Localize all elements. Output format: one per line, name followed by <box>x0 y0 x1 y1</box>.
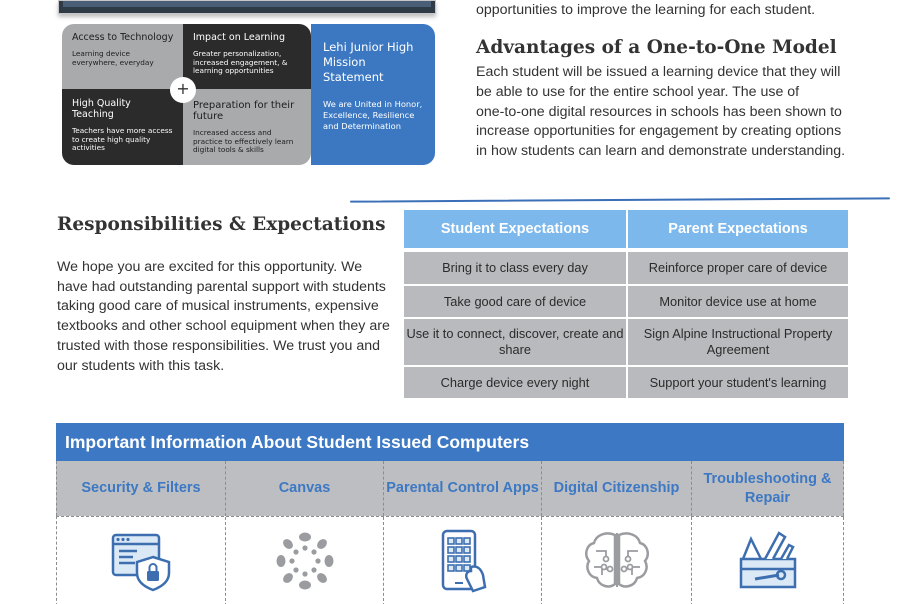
important-info-section <box>56 423 844 604</box>
topic-canvas[interactable]: Canvas <box>226 461 384 516</box>
icon-cell <box>226 517 384 604</box>
student-expectation-cell: Charge device every night <box>404 367 626 398</box>
tile-desc: Increased access and practice to effectively learn digital tools & skills <box>193 128 294 154</box>
responsibilities-paragraph <box>57 258 402 376</box>
paragraph-line: Each student will be issued a learning device that they will <box>476 64 841 80</box>
important-info-title: Important Information About Student Issued Computers <box>56 423 844 461</box>
topic-parental-control-apps[interactable]: Parental Control Apps <box>384 461 542 516</box>
tile-title: Preparation for their future <box>193 100 295 122</box>
info-icons-row <box>56 516 844 604</box>
tile-desc: Greater personalization, increased engagement, & learning opportunities <box>193 49 288 75</box>
high-quality-teaching-tile <box>62 89 184 165</box>
intro-text: opportunities to improve the learning for each student. <box>476 2 816 18</box>
mission-statement-panel <box>311 24 435 165</box>
paragraph-line: taking good care of musical instruments, expensive <box>57 298 379 315</box>
responsibilities-heading: Responsibilities & Expectations <box>57 214 386 235</box>
impact-on-learning-tile <box>183 24 311 90</box>
canvas-logo-icon[interactable] <box>273 529 337 593</box>
plus-icon: + <box>170 77 196 103</box>
advantages-heading: Advantages of a One-to-One Model <box>476 37 837 58</box>
icon-cell <box>692 517 844 604</box>
icon-cell <box>542 517 692 604</box>
student-expectation-cell: Use it to connect, discover, create and share <box>404 319 626 365</box>
parent-expectation-cell: Reinforce proper care of device <box>628 252 848 284</box>
access-to-technology-tile <box>62 24 184 90</box>
paragraph-line: trusted with those responsibilities. We trust you and <box>57 337 381 354</box>
info-topics-row <box>56 461 844 516</box>
expectations-table <box>404 210 848 400</box>
tile-title: High Quality Teaching <box>72 98 131 120</box>
topic-digital-citizenship[interactable]: Digital Citizenship <box>542 461 692 516</box>
laptop-photo <box>58 0 436 14</box>
student-expectations-header: Student Expectations <box>404 210 626 248</box>
paragraph-line: our students with this task. <box>57 357 225 374</box>
advantages-paragraph <box>476 63 866 162</box>
mission-text: We are United in Honor, Excellence, Resilience and Determination <box>323 99 423 131</box>
tile-desc: Teachers have more access to create high quality activities <box>72 126 173 152</box>
tile-title: Access to Technology <box>72 32 174 43</box>
mission-title: Lehi Junior High Mission Statement <box>323 40 414 84</box>
preparation-tile <box>183 89 311 165</box>
paragraph-line: be able to use for the entire school year. The use of <box>476 83 800 100</box>
paragraph-line: increase opportunities for engagement by creating options <box>476 123 842 140</box>
paragraph-line: textbooks and other school equipment when they are <box>57 318 390 335</box>
brain-circuit-icon[interactable] <box>582 529 652 593</box>
icon-cell <box>57 517 226 604</box>
tile-title: Impact on Learning <box>193 32 285 43</box>
toolbox-icon[interactable] <box>735 529 801 593</box>
student-expectation-cell: Bring it to class every day <box>404 252 626 284</box>
topic-troubleshooting-repair[interactable]: Troubleshooting & Repair <box>692 461 844 516</box>
parent-expectation-cell: Monitor device use at home <box>628 286 848 317</box>
phone-apps-icon[interactable] <box>431 529 495 593</box>
parent-expectation-cell: Support your student's learning <box>628 367 848 398</box>
security-shield-icon[interactable] <box>109 529 173 593</box>
paragraph-line: in how students can learn and demonstrate understanding. <box>476 143 846 160</box>
paragraph-line: We hope you are excited for this opportunity. We <box>57 259 363 275</box>
topic-security-filters[interactable]: Security & Filters <box>57 461 226 516</box>
parent-expectations-header: Parent Expectations <box>628 210 848 248</box>
section-divider <box>350 197 890 202</box>
icon-cell <box>384 517 542 604</box>
parent-expectation-cell: Sign Alpine Instructional Property Agreement <box>628 319 848 365</box>
student-expectation-cell: Take good care of device <box>404 286 626 317</box>
tile-desc: Learning device everywhere, everyday <box>72 49 154 67</box>
paragraph-line: one-to-one digital resources in schools has been shown to <box>476 103 842 120</box>
paragraph-line: have had outstanding parental support with students <box>57 278 386 295</box>
